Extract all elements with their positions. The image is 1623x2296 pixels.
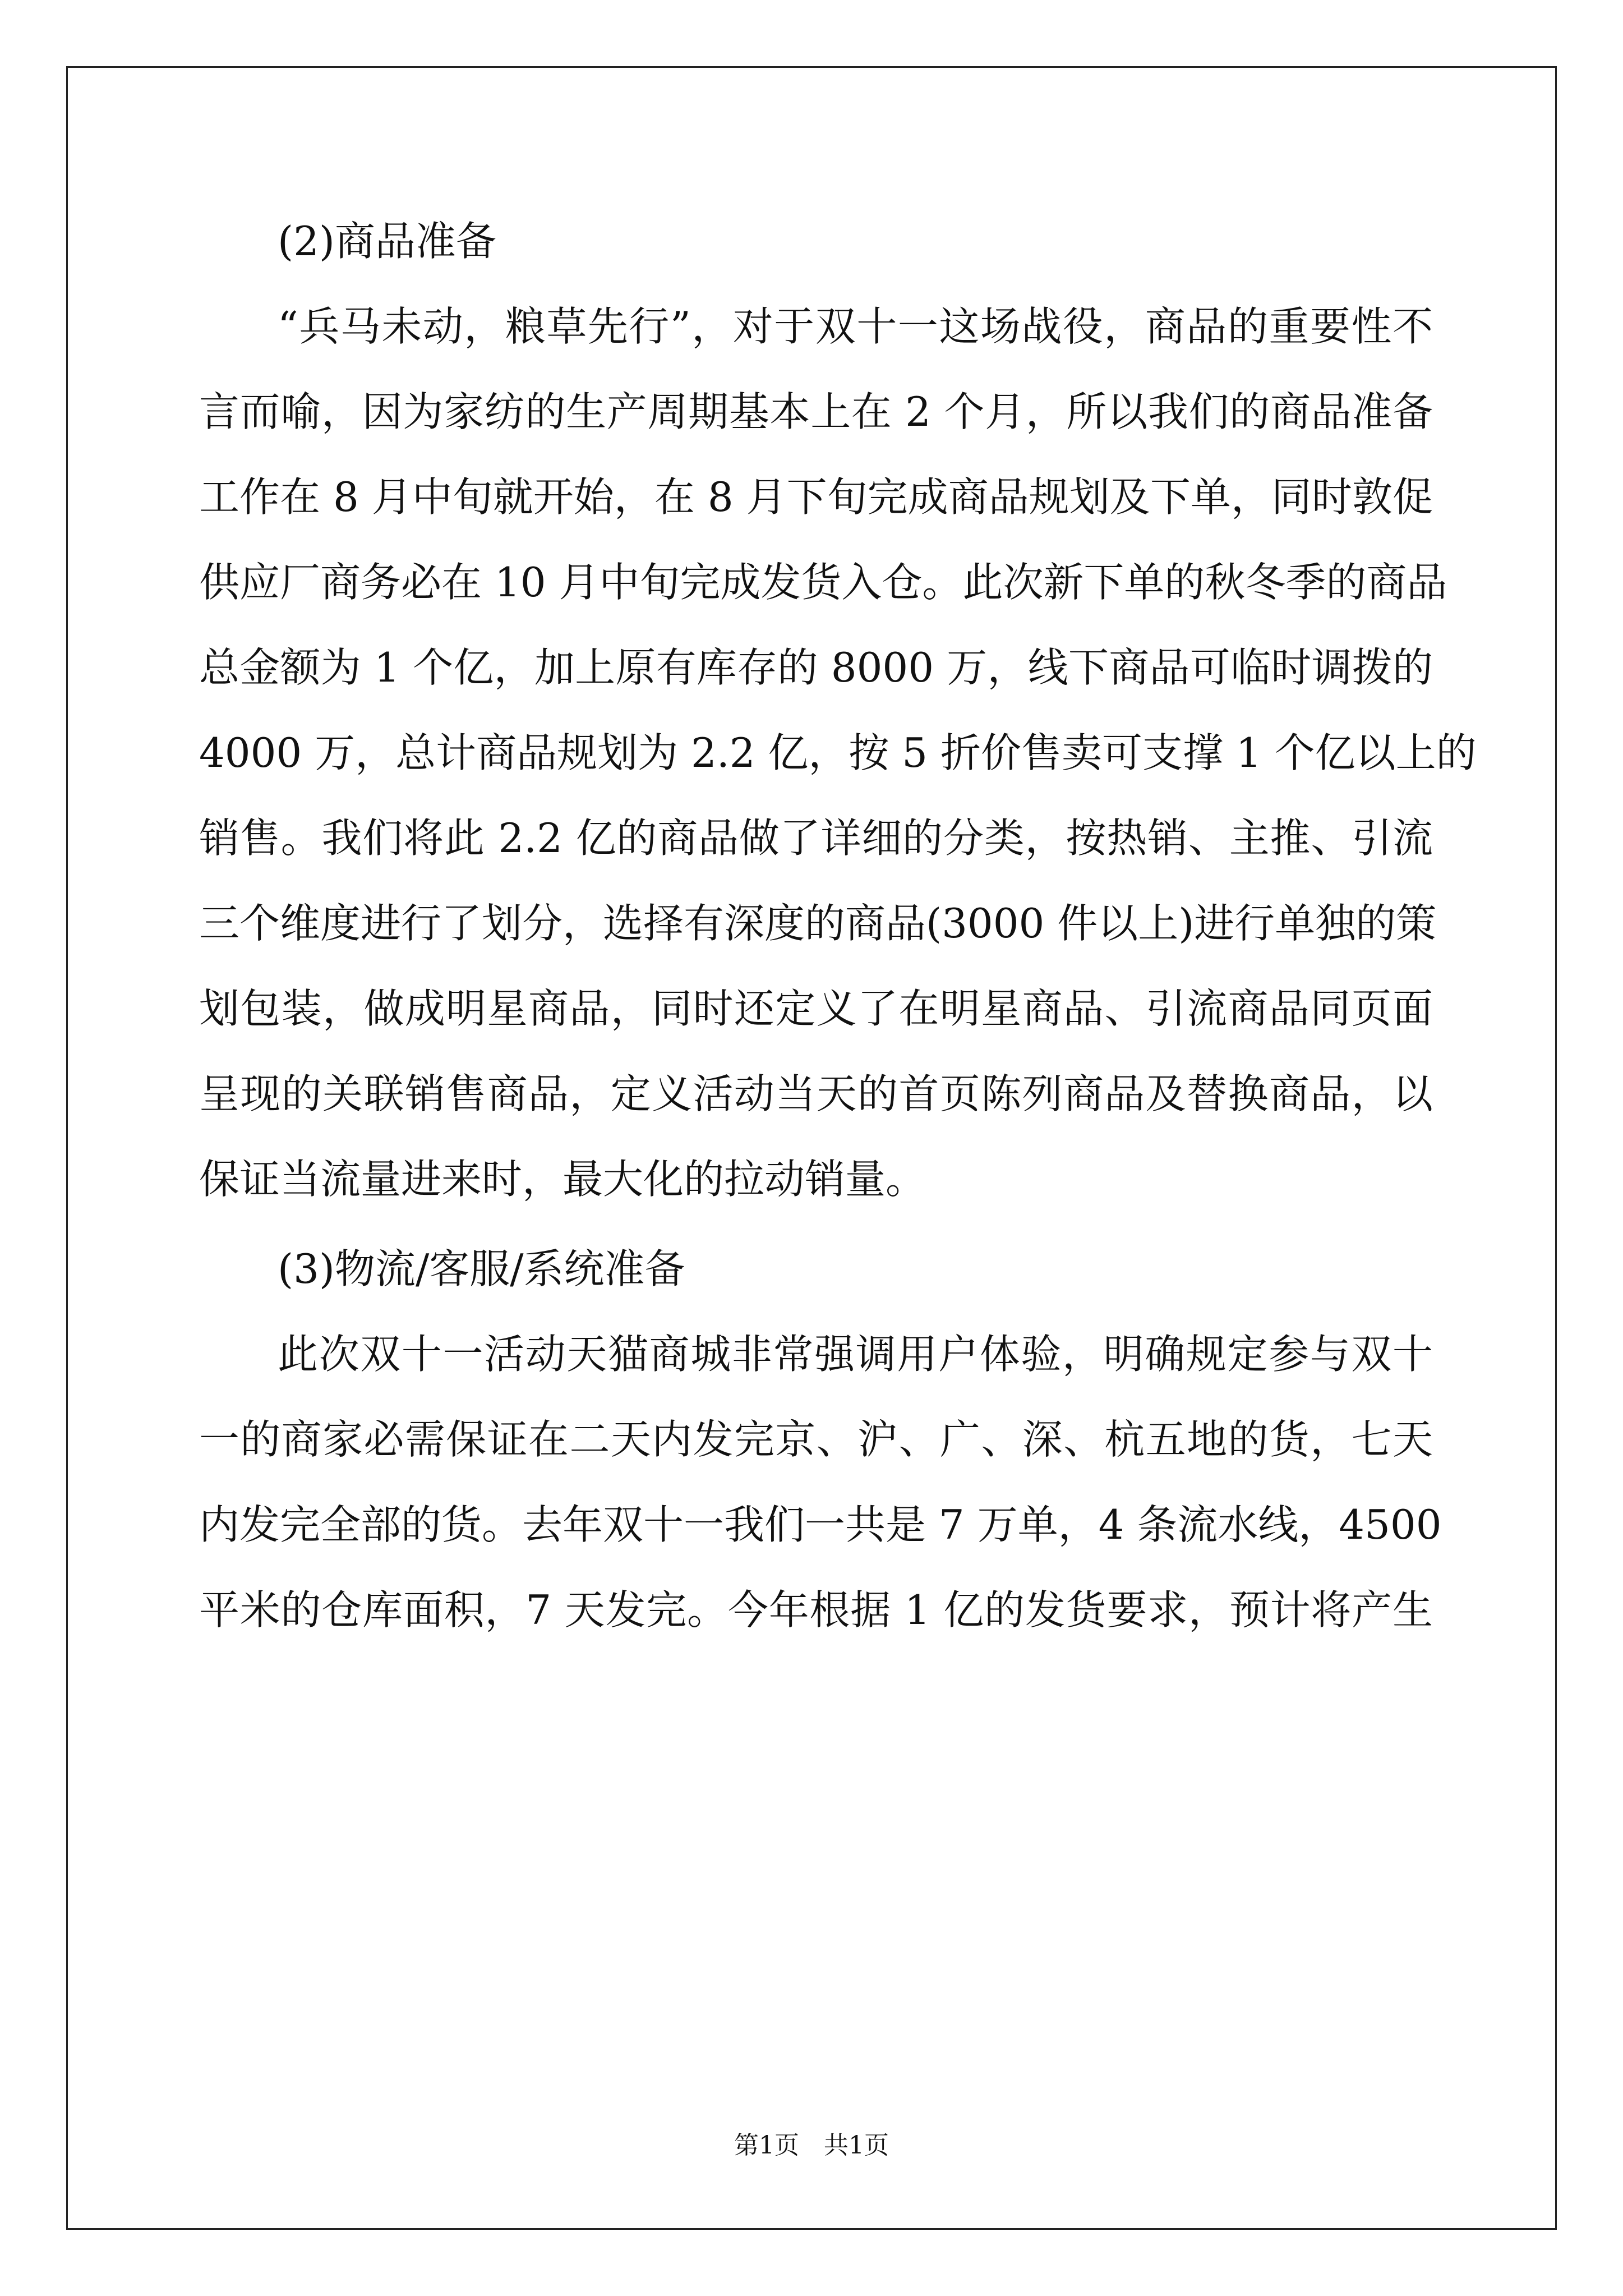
- paragraph-line: 呈现的关联销售商品，定义活动当天的首页陈列商品及替换商品，以: [199, 1070, 1433, 1117]
- paragraph-line: 平米的仓库面积，7 天发完。今年根据 1 亿的发货要求，预计将产生: [199, 1586, 1433, 1634]
- section-heading-goods: (2)商品准备: [278, 218, 496, 265]
- paragraph-line: 言而喻，因为家纺的生产周期基本上在 2 个月，所以我们的商品准备: [199, 388, 1433, 435]
- paragraph-line: 划包装，做成明星商品，同时还定义了在明星商品、引流商品同页面: [199, 985, 1433, 1032]
- paragraph-line: 工作在 8 月中旬就开始，在 8 月下旬完成商品规划及下单，同时敦促: [199, 473, 1433, 521]
- paragraph-line: 内发完全部的货。去年双十一我们一共是 7 万单，4 条流水线，4500: [199, 1501, 1442, 1548]
- paragraph-line: 4000 万，总计商品规划为 2.2 亿，按 5 折价售卖可支撑 1 个亿以上的: [199, 729, 1477, 776]
- page-number-footer: 第1页 共1页: [734, 2131, 889, 2160]
- paragraph-line: 总金额为 1 个亿，加上原有库存的 8000 万，线下商品可临时调拨的: [199, 644, 1433, 691]
- paragraph-line: 销售。我们将此 2.2 亿的商品做了详细的分类，按热销、主推、引流: [199, 815, 1433, 862]
- paragraph-line: 保证当流量进来时，最大化的拉动销量。: [199, 1156, 926, 1203]
- paragraph-line: 此次双十一活动天猫商城非常强调用户体验，明确规定参与双十: [278, 1331, 1433, 1378]
- paragraph-line: 供应厂商务必在 10 月中旬完成发货入仓。此次新下单的秋冬季的商品: [199, 559, 1447, 606]
- section-heading-logistics: (3)物流/客服/系统准备: [278, 1245, 685, 1292]
- paragraph-line: 三个维度进行了划分，选择有深度的商品(3000 件以上)进行单独的策: [199, 900, 1437, 947]
- paragraph-line: “兵马未动，粮草先行”，对于双十一这场战役，商品的重要性不: [278, 303, 1433, 350]
- paragraph-line: 一的商家必需保证在二天内发完京、沪、广、深、杭五地的货，七天: [199, 1416, 1433, 1463]
